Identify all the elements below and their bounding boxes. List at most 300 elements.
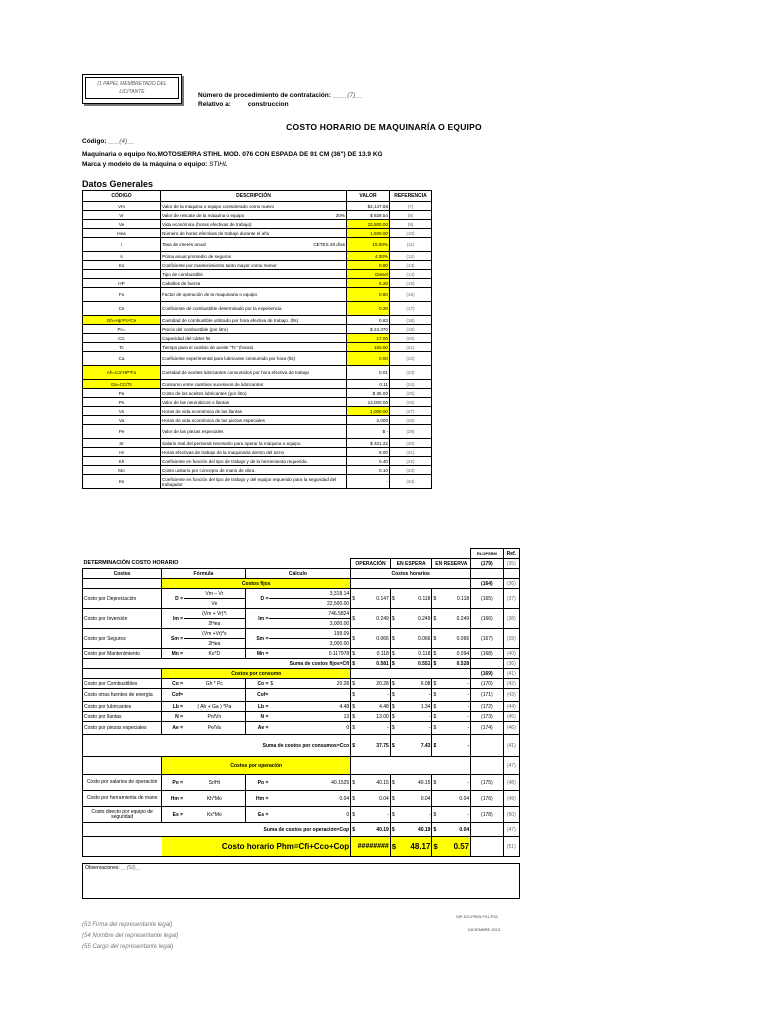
calc-lhs: Hm =: [245, 791, 269, 807]
description-text: Horas de vida económica de las llantas: [162, 408, 242, 414]
ref-number: (47): [503, 823, 519, 837]
currency-sign: $: [432, 649, 440, 659]
empty-cell: [471, 757, 504, 775]
general-data-row: [83, 389, 432, 398]
currency-sign: $: [432, 775, 440, 791]
calc-lhs: Im =: [245, 609, 269, 629]
description-text: Coeficiente en función del tipo de trabajo y de la herramienta requerida.: [162, 458, 308, 464]
row-description: [161, 302, 347, 316]
row-code: Vm: [83, 202, 161, 211]
rlopsrm-number: (167): [471, 629, 504, 649]
row-value: $ 24.370: [347, 325, 390, 334]
general-data-row: [83, 211, 432, 220]
relativo-label: Relativo a:: [198, 101, 231, 108]
description-text: Coeficiente por mantenimiento tanto mayor como menor: [162, 262, 277, 268]
cost-row-seguros: [83, 629, 520, 639]
reserva-value: -: [440, 712, 471, 722]
costos-header: Costos: [83, 569, 162, 579]
cost-row-llantas: [83, 712, 520, 722]
row-value: 0.00: [347, 352, 390, 366]
general-data-row: [83, 302, 432, 316]
cost-row-mantenimiento: [83, 649, 520, 659]
currency-sign: $: [432, 589, 440, 609]
currency-sign: $: [351, 702, 359, 712]
rlopsrm-179: (179): [471, 559, 504, 569]
rlopsrm-number: (170): [471, 679, 504, 689]
description-text: Caballos de fuerza: [162, 280, 201, 286]
determinacion-title: DETERMINACIÓN COSTO HORARIO: [83, 559, 351, 569]
formula-denominator: 2Hea: [184, 639, 245, 649]
row-reference: (15): [390, 279, 432, 288]
total-reserva: 0.57: [440, 837, 471, 857]
ref-header: Ref.: [503, 549, 519, 559]
row-code: i: [83, 238, 161, 252]
general-data-table: [82, 190, 432, 489]
rlopsrm-164: (164): [471, 579, 504, 589]
currency-sign: $: [432, 689, 440, 702]
general-data-row: [83, 466, 432, 475]
row-description: [161, 211, 347, 220]
description-text: Consumo entre cambios sucesivos de lubricantes: [162, 381, 264, 387]
rlopsrm-169: (169): [471, 669, 504, 679]
row-description: [161, 252, 347, 261]
rlopsrm-label: RLOPSRM: [471, 549, 504, 559]
general-data-row: [83, 448, 432, 457]
reserva-value: -: [440, 722, 471, 735]
operacion-value: 20.28: [359, 679, 390, 689]
row-code: Vn: [83, 407, 161, 416]
espera-value: -: [398, 689, 432, 702]
maquinaria-line: Maquinaria o equipo No.MOTOSIERRA STIHL MOD. 076 CON ESPADA DE 91 CM (36") DE 13.9 KG: [82, 151, 383, 158]
calc-value: 20.28: [336, 680, 350, 687]
row-reference: (31): [390, 448, 432, 457]
formula-expression: Gh * Pc: [184, 679, 245, 689]
row-code: HP: [83, 279, 161, 288]
row-code: s: [83, 252, 161, 261]
calc-lhs: Es =: [245, 807, 269, 823]
row-description: [161, 439, 347, 448]
header-codigo: CÓDIGO: [83, 191, 161, 202]
currency-sign: $: [390, 589, 398, 609]
currency-sign: $: [351, 735, 359, 757]
currency-sign: $: [351, 823, 359, 837]
row-label: Costo por piezas especiales: [83, 722, 162, 735]
reserva-value: 0.04: [440, 791, 471, 807]
empty-cell: [471, 823, 504, 837]
formula-lhs: Im =: [162, 609, 184, 629]
row-reference: (20): [390, 334, 432, 343]
costos-fijos-band: Costos fijos: [162, 579, 351, 589]
description-text: Capacidad del cárter lts: [162, 335, 211, 341]
row-reference: (11): [390, 238, 432, 252]
general-data-row: [83, 238, 432, 252]
row-description: [161, 448, 347, 457]
rlopsrm-number: (176): [471, 791, 504, 807]
operacion-subtotal: 40.19: [359, 823, 390, 837]
row-description: [161, 425, 347, 439]
row-code: Ah=Ca*HP*Fo: [83, 366, 161, 380]
row-value: 8.00: [347, 448, 390, 457]
description-text: Costo unitario por concepto de mano de obra.: [162, 467, 256, 473]
subtotal-label: Suma de costos por operación=Cop: [83, 823, 351, 837]
header-valor: VALOR: [347, 191, 390, 202]
general-data-row: [83, 343, 432, 352]
empty-cell: [83, 757, 162, 775]
ref-number: (37): [503, 589, 519, 609]
ref-47: (47): [503, 757, 519, 775]
formula-expression: ( Ah + Ga ) *Pa: [184, 702, 245, 712]
empty-cell: [83, 579, 162, 589]
operacion-value: -: [359, 722, 390, 735]
calc-numerator: 746.5824: [269, 609, 350, 619]
calc-value-cell: [269, 679, 350, 689]
description-text: Coeficiente en función del tipo de trabajo y del equipo requerido para la seguridad del trabajador: [162, 476, 337, 487]
row-code: Ga=CC/Tc: [83, 380, 161, 389]
calc-denominator: 3,000.00: [269, 639, 350, 649]
letterhead-stamp-text: (1 PAPEL MEMBRETADO DEL LICITANTE: [85, 77, 179, 99]
currency-sign: $: [390, 823, 398, 837]
espera-value: 40.15: [398, 775, 432, 791]
operacion-value: 0.147: [359, 589, 390, 609]
reserva-value: 0.118: [440, 589, 471, 609]
subtotal-label: Suma de costos por consumos=Cco: [83, 735, 351, 757]
row-description: [161, 380, 347, 389]
general-data-row: [83, 270, 432, 279]
row-code: Vr: [83, 211, 161, 220]
espera-value: 0.066: [398, 629, 432, 649]
row-description: [161, 270, 347, 279]
calc-numerator: 199.09: [269, 629, 350, 639]
operacion-value: -: [359, 689, 390, 702]
document-code: SIP-DO-PR03-F01-P32: [456, 914, 498, 919]
calculo-header: Cálculo: [245, 569, 351, 579]
row-code: Ko: [83, 261, 161, 270]
rlopsrm-number: (174): [471, 722, 504, 735]
row-reference: (28): [390, 416, 432, 425]
formula-expression: Sr/Ht: [184, 775, 245, 791]
procedure-number-value: ____(7)__: [332, 92, 363, 99]
formula-numerator: (Vm + Vr)*i: [184, 609, 245, 619]
row-value: 5.20: [347, 279, 390, 288]
row-description: [161, 457, 347, 466]
description-text: Factor de operación de la maquinaria o equipo: [162, 292, 257, 297]
currency-sign: $: [351, 689, 359, 702]
formula-lhs: Mn =: [162, 649, 184, 659]
row-value: 2,000: [347, 416, 390, 425]
subtotal-row-fijos: [83, 659, 520, 669]
ref-number: (36): [503, 659, 519, 669]
ref-35: (35): [503, 559, 519, 569]
description-text: Cantidad de aceites lubricantes consumidos por hora efectiva de trabajo: [162, 370, 310, 375]
currency-sign: $: [390, 807, 398, 823]
row-description: [161, 416, 347, 425]
observaciones-value: __(52)__: [121, 865, 142, 871]
calc-value: 0: [269, 807, 350, 823]
row-reference: (13): [390, 261, 432, 270]
row-code: Ce: [83, 302, 161, 316]
calc-value: 4.48: [269, 702, 350, 712]
general-data-row: [83, 288, 432, 302]
row-reference: (14): [390, 270, 432, 279]
operacion-value: -: [359, 807, 390, 823]
marca-label: Marca y modelo de la máquina o equipo:: [82, 161, 208, 168]
cost-row-inversion: [83, 609, 520, 619]
row-value: $ 35.00: [347, 389, 390, 398]
general-data-row: [83, 352, 432, 366]
row-description: [161, 238, 347, 252]
row-value: 1,500.00: [347, 229, 390, 238]
row-label: Costo directo por equipo de seguridad: [83, 807, 162, 823]
total-row: [83, 837, 520, 857]
currency-sign: $: [351, 649, 359, 659]
reserva-value: -: [440, 679, 471, 689]
currency-sign: $: [390, 775, 398, 791]
currency-sign: $: [351, 659, 359, 669]
row-reference: (19): [390, 325, 432, 334]
empty-cell: [471, 659, 504, 669]
row-value: 4.00%: [347, 252, 390, 261]
row-reference: (7): [390, 202, 432, 211]
cost-row-otras-fuentes: [83, 689, 520, 702]
row-reference: (10): [390, 229, 432, 238]
row-code: Pn: [83, 398, 161, 407]
row-value: -: [347, 475, 390, 489]
calc-value: 0.04: [269, 791, 350, 807]
cost-row-lubricantes: [83, 702, 520, 712]
row-reference: (12): [390, 252, 432, 261]
description-text: Prima anual promedio de seguros: [162, 253, 231, 259]
row-code: Kh: [83, 457, 161, 466]
rlopsrm-number: (172): [471, 702, 504, 712]
row-code: Pa: [83, 389, 161, 398]
operacion-value: 0.04: [359, 791, 390, 807]
row-value: 0.80: [347, 288, 390, 302]
row-value: 0.20: [347, 302, 390, 316]
row-description: [161, 316, 347, 325]
row-value: 1,000.00: [347, 407, 390, 416]
formula-expression: Pe/Va: [184, 722, 245, 735]
row-reference: (18): [390, 316, 432, 325]
general-data-row: [83, 416, 432, 425]
general-data-row: [83, 202, 432, 211]
row-label: Costo por herramienta de mano: [83, 791, 162, 807]
row-description: [161, 279, 347, 288]
currency-sign: $: [432, 712, 440, 722]
formula-denominator: Ve: [184, 599, 245, 609]
espera-value: 0.249: [398, 609, 432, 629]
row-code: Ve: [83, 220, 161, 229]
calc-value: 40.1525: [269, 775, 350, 791]
ref-41: (41): [503, 669, 519, 679]
currency-sign: $: [390, 837, 398, 857]
formula-lhs: Ae =: [162, 722, 184, 735]
reserva-subtotal: 0.04: [440, 823, 471, 837]
description-text: Costo de los aceites lubricantes (por litro): [162, 390, 247, 396]
row-description: [161, 334, 347, 343]
row-value: $ -: [347, 425, 390, 439]
row-value: 0.80: [347, 261, 390, 270]
ref-number: (39): [503, 629, 519, 649]
general-data-row: [83, 316, 432, 325]
costos-consumo-band: Costos por consumo: [162, 669, 351, 679]
calc-lhs: Sm =: [245, 629, 269, 649]
row-description: [161, 202, 347, 211]
ref-number: (49): [503, 791, 519, 807]
empty-cell: [471, 569, 504, 579]
description-text: Valor de las neumáticos o llantas: [162, 399, 230, 405]
description-text: Coeficiente experimental para lubricante consumido por hora (lts): [162, 356, 296, 361]
operacion-value: 0.066: [359, 629, 390, 649]
rlopsrm-number: (173): [471, 712, 504, 722]
row-code: Hea: [83, 229, 161, 238]
costos-operacion-band: Costos por operación: [162, 757, 351, 775]
general-data-row: [83, 261, 432, 270]
cost-row-depreciacion: [83, 589, 520, 599]
description-extra: 20%: [335, 212, 345, 218]
calc-lhs: Po =: [245, 775, 269, 791]
row-code: [83, 270, 161, 279]
currency-sign: $: [390, 722, 398, 735]
row-value: 0.01: [347, 366, 390, 380]
subtotal-label: Suma de costos fijos=Cfi: [83, 659, 351, 669]
calc-denominator: 22,500.00: [269, 599, 350, 609]
observaciones-label: Observaciones:: [85, 865, 120, 871]
row-description: [161, 398, 347, 407]
reserva-value: -: [440, 807, 471, 823]
empty-cell: [503, 569, 519, 579]
row-description: [161, 261, 347, 270]
description-text: Horas efectivas de trabajo de la maquinaria dentro del turno: [162, 449, 285, 455]
row-value: 13,000.00: [347, 398, 390, 407]
calc-lhs: Mn =: [245, 649, 269, 659]
formula-numerator: (Vm +Vr)*s: [184, 629, 245, 639]
empty-cell: [351, 579, 471, 589]
ref-number: (51): [503, 837, 519, 857]
reserva-subtotal: 0.528: [440, 659, 471, 669]
row-code: Mo: [83, 466, 161, 475]
row-value: 0.40: [347, 457, 390, 466]
general-data-row: [83, 380, 432, 389]
row-value: 22,500.00: [347, 220, 390, 229]
ref-number: (50): [503, 807, 519, 823]
row-label: Costo por lubricantes: [83, 702, 162, 712]
row-value: Diesel: [347, 270, 390, 279]
cargo-line: (55 Cargo del representante legal): [82, 944, 174, 950]
header-descripcion: DESCRIPCIÓN: [161, 191, 347, 202]
general-data-row: [83, 279, 432, 288]
observaciones-box: [82, 863, 520, 899]
row-label: Costo por Depreciación: [83, 589, 162, 609]
total-operacion: ########: [351, 837, 391, 857]
row-reference: (24): [390, 380, 432, 389]
description-text: Número de horas efectivas de trabajo durante el año: [162, 230, 270, 236]
operacion-value: 0.118: [359, 649, 390, 659]
espera-value: -: [398, 807, 432, 823]
calc-value: 0.117978: [269, 649, 350, 659]
formula-lhs: Hm =: [162, 791, 184, 807]
description-text: Valor de la máquina o equipo considerado como nuevo: [162, 203, 275, 209]
ref-number: (45): [503, 712, 519, 722]
empty-cell: [269, 689, 350, 702]
marca-value: STIHL: [209, 161, 228, 168]
row-value: 150.00: [347, 343, 390, 352]
general-data-rows: [83, 202, 432, 489]
row-value: 15.00%: [347, 238, 390, 252]
espera-subtotal: 40.19: [398, 823, 432, 837]
row-value: 17.00: [347, 334, 390, 343]
currency-sign: $: [432, 659, 440, 669]
currency-sign: $: [351, 712, 359, 722]
row-label: Costo por Combustibles: [83, 679, 162, 689]
row-description: [161, 389, 347, 398]
total-espera: 48.17: [398, 837, 432, 857]
description-text: Salario real del personal necesario para operar la máquina o equipo: [162, 440, 301, 446]
row-reference: (25): [390, 389, 432, 398]
document-date: DICIEMBRE 2013: [468, 927, 501, 932]
reserva-value: -: [440, 689, 471, 702]
row-description: [161, 229, 347, 238]
empty-cell: [432, 791, 440, 807]
formula-expression: Ko*D: [184, 649, 245, 659]
currency-sign: $: [351, 722, 359, 735]
currency-sign: $: [390, 712, 398, 722]
reserva-value: 0.066: [440, 629, 471, 649]
currency-sign: $: [390, 629, 398, 649]
empty-cell: [471, 735, 504, 757]
general-data-row: [83, 475, 432, 489]
rlopsrm-number: (166): [471, 609, 504, 629]
espera-value: -: [398, 712, 432, 722]
formula-expression: Pn/Vn: [184, 712, 245, 722]
row-description: [161, 475, 347, 489]
row-reference: (9): [390, 220, 432, 229]
operacion-value: 13.00: [359, 712, 390, 722]
espera-value: 1.34: [398, 702, 432, 712]
description-text: Tiempo para el cambio de aceite "Tc" (horas): [162, 344, 254, 350]
general-data-row: [83, 398, 432, 407]
formula-header: Fórmula: [162, 569, 245, 579]
espera-value: 0.118: [398, 649, 432, 659]
operacion-header: OPERACIÓN: [351, 559, 391, 569]
row-description: [161, 352, 347, 366]
ref-number: (43): [503, 689, 519, 702]
row-reference: (21): [390, 343, 432, 352]
row-label: Costo por Mantenimiento: [83, 649, 162, 659]
espera-value: -: [398, 722, 432, 735]
espera-value: 6.08: [398, 679, 432, 689]
en-espera-header: EN ESPERA: [390, 559, 432, 569]
row-value: $ 829.54: [347, 211, 390, 220]
espera-subtotal: 0.551: [398, 659, 432, 669]
currency-sign: $: [351, 775, 359, 791]
row-code: Pc=: [83, 325, 161, 334]
row-value: $ 321.22: [347, 439, 390, 448]
formula-lhs: D =: [162, 589, 184, 609]
cost-row-combustibles: [83, 679, 520, 689]
calc-denominator: 3,000.00: [269, 619, 350, 629]
currency-sign: $: [390, 689, 398, 702]
cost-row-herramienta: [83, 791, 520, 807]
cost-row-equipo-seguridad: [83, 807, 520, 823]
calc-lhs: N =: [245, 712, 269, 722]
row-reference: (32): [390, 457, 432, 466]
row-reference: (26): [390, 398, 432, 407]
formula-lhs: Es =: [162, 807, 184, 823]
general-data-row: [83, 229, 432, 238]
row-code: Pe: [83, 425, 161, 439]
formula-numerator: Vm – Vr: [184, 589, 245, 599]
procedure-number-line: [198, 92, 362, 99]
